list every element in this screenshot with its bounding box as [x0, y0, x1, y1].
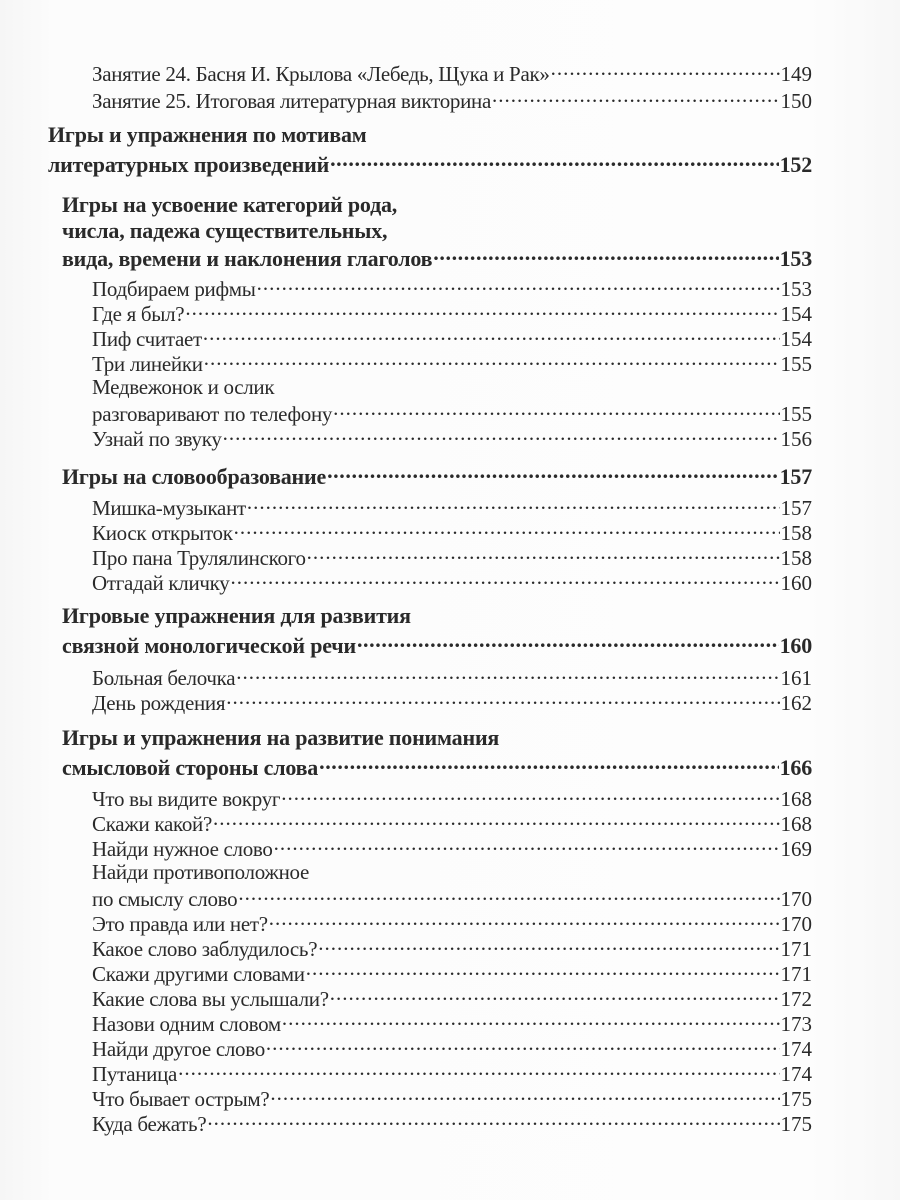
toc-entry [92, 1060, 812, 1087]
toc-entry-title: Где я был? [92, 302, 185, 326]
toc-section-entry [62, 753, 812, 781]
toc-page-number: 174 [780, 1062, 812, 1086]
toc-entry [92, 350, 812, 377]
toc-section-entry [48, 150, 812, 178]
toc-page-number: 157 [780, 496, 812, 520]
toc-page-number: 171 [780, 937, 812, 961]
dot-leader [282, 1010, 780, 1031]
dot-leader [333, 400, 779, 421]
toc-entry-title: Куда бежать? [92, 1112, 207, 1136]
toc-section-entry [62, 631, 812, 659]
toc-entry [92, 519, 812, 546]
toc-entry [92, 544, 812, 571]
dot-leader [236, 664, 779, 685]
toc-entry-title: Какое слово заблудилось? [92, 937, 318, 961]
toc-entry [92, 785, 812, 812]
toc-page-number: 155 [780, 402, 812, 426]
toc-entry [92, 87, 812, 114]
dot-leader [306, 960, 780, 981]
toc-entry [92, 400, 812, 427]
toc-page-number: 153 [780, 277, 812, 301]
toc-entry-title: Занятие 24. Басня И. Крылова «Лебедь, Щука и Рак» [92, 62, 550, 86]
toc-entry [92, 985, 812, 1012]
dot-leader [318, 935, 779, 956]
toc-entry-title: Пиф считает [92, 327, 202, 351]
toc-page-number: 155 [780, 352, 812, 376]
toc-page-number: 152 [779, 152, 812, 177]
toc-entry-title: День рождения [92, 691, 226, 715]
dot-leader [226, 689, 779, 710]
toc-entry [92, 810, 812, 837]
toc-section-entry [62, 244, 812, 272]
toc-entry-title-line: Найди противоположное [92, 860, 309, 884]
toc-entry-title: Какие слова вы услышали? [92, 987, 329, 1011]
dot-leader [330, 985, 780, 1006]
toc-entry [92, 885, 812, 912]
dot-leader [213, 810, 779, 831]
toc-entry-title: Найди нужное слово [92, 837, 273, 861]
toc-page-number: 154 [780, 302, 812, 326]
dot-leader [266, 1035, 780, 1056]
toc-entry-title: литературных произведений [48, 152, 330, 177]
toc-entry-title: разговаривают по телефону [92, 402, 333, 426]
toc-page-number: 166 [779, 755, 812, 780]
dot-leader [274, 835, 780, 856]
toc-page-number: 158 [780, 521, 812, 545]
dot-leader [247, 494, 780, 515]
toc-entry-title: Мишка-музыкант [92, 496, 246, 520]
toc-entry [92, 1010, 812, 1037]
dot-leader [269, 910, 780, 931]
dot-leader [234, 519, 780, 540]
toc-entry [92, 300, 812, 327]
toc-entry [92, 1035, 812, 1062]
dot-leader [307, 544, 780, 565]
toc-page-number: 150 [780, 89, 812, 113]
toc-entry-title: смысловой стороны слова [62, 755, 319, 780]
toc-page-number: 169 [780, 837, 812, 861]
toc-entry-title: Подбираем рифмы [92, 277, 256, 301]
dot-leader [203, 325, 780, 346]
toc-entry-title: связной монологической речи [62, 633, 356, 658]
toc-entry [92, 275, 812, 302]
toc-page-number: 162 [780, 691, 812, 715]
toc-entry [92, 425, 812, 452]
toc-entry-title-line: Медвежонок и ослик [92, 375, 275, 399]
toc-entry [92, 935, 812, 962]
toc-page-number: 168 [780, 812, 812, 836]
toc-entry [92, 960, 812, 987]
toc-section-title-line: Игры и упражнения на развитие понимания [62, 725, 500, 750]
toc-section-title-line: Игровые упражнения для развития [62, 603, 411, 628]
dot-leader [330, 150, 779, 172]
dot-leader [204, 350, 780, 371]
toc-page-number: 170 [780, 887, 812, 911]
toc-page-number: 157 [779, 464, 812, 489]
toc-section-title-line: Игры и упражнения по мотивам [48, 122, 367, 147]
toc-entry [92, 664, 812, 691]
dot-leader [327, 462, 779, 484]
dot-leader [492, 87, 780, 108]
toc-entry-title: вида, времени и наклонения глаголов [62, 246, 433, 271]
dot-leader [551, 60, 780, 81]
toc-page-number: 149 [780, 62, 812, 86]
toc-entry-title: Что вы видите вокруг [92, 787, 281, 811]
toc-entry [92, 60, 812, 87]
toc-entry-title: Узнай по звуку [92, 427, 222, 451]
toc-page-number: 171 [780, 962, 812, 986]
toc-entry-title: Отгадай кличку [92, 571, 230, 595]
toc-page-number: 174 [780, 1037, 812, 1061]
toc-entry-title: по смыслу слово [92, 887, 238, 911]
toc-page-number: 158 [780, 546, 812, 570]
toc-entry-title: Это правда или нет? [92, 912, 268, 936]
toc-page-number: 160 [779, 633, 812, 658]
toc-entry-title: Игры на словообразование [62, 464, 327, 489]
toc-page-number: 173 [780, 1012, 812, 1036]
dot-leader [257, 275, 780, 296]
dot-leader [178, 1060, 779, 1081]
toc-entry-title: Больная белочка [92, 666, 236, 690]
toc-page-number: 175 [780, 1087, 812, 1111]
dot-leader [281, 785, 779, 806]
toc-entry-title: Путаница [92, 1062, 178, 1086]
toc-page-number: 170 [780, 912, 812, 936]
toc-entry [92, 325, 812, 352]
toc-entry-title: Скажи какой? [92, 812, 213, 836]
toc-entry-title: Про пана Трулялинского [92, 546, 306, 570]
toc-entry [92, 1110, 812, 1137]
toc-entry [92, 569, 812, 596]
toc-page-number: 168 [780, 787, 812, 811]
toc-section-entry [62, 462, 812, 490]
toc-entry-title: Что бывает острым? [92, 1087, 270, 1111]
toc-entry-title: Найди другое слово [92, 1037, 265, 1061]
toc-entry [92, 1085, 812, 1112]
toc-entry-title: Три линейки [92, 352, 203, 376]
toc-section-title-line: числа, падежа существительных, [62, 218, 388, 243]
toc-page-number: 172 [780, 987, 812, 1011]
toc-entry [92, 689, 812, 716]
toc-page-number: 153 [779, 246, 812, 271]
dot-leader [207, 1110, 779, 1131]
dot-leader [238, 885, 779, 906]
toc-entry-title: Киоск открыток [92, 521, 233, 545]
toc-page-number: 160 [780, 571, 812, 595]
toc-entry [92, 835, 812, 862]
toc-page-number: 156 [780, 427, 812, 451]
toc-entry [92, 910, 812, 937]
dot-leader [270, 1085, 779, 1106]
dot-leader [230, 569, 779, 590]
dot-leader [433, 244, 778, 266]
toc-page-number: 161 [780, 666, 812, 690]
toc-page-number: 175 [780, 1112, 812, 1136]
toc-entry [92, 494, 812, 521]
dot-leader [357, 631, 779, 653]
dot-leader [319, 753, 778, 775]
toc-entry-title: Назови одним словом [92, 1012, 281, 1036]
toc-entry-title: Скажи другими словами [92, 962, 305, 986]
dot-leader [223, 425, 780, 446]
toc-entry-title: Занятие 25. Итоговая литературная викторина [92, 89, 491, 113]
toc-section-title-line: Игры на усвоение категорий рода, [62, 192, 398, 217]
toc-page-number: 154 [780, 327, 812, 351]
dot-leader [185, 300, 779, 321]
